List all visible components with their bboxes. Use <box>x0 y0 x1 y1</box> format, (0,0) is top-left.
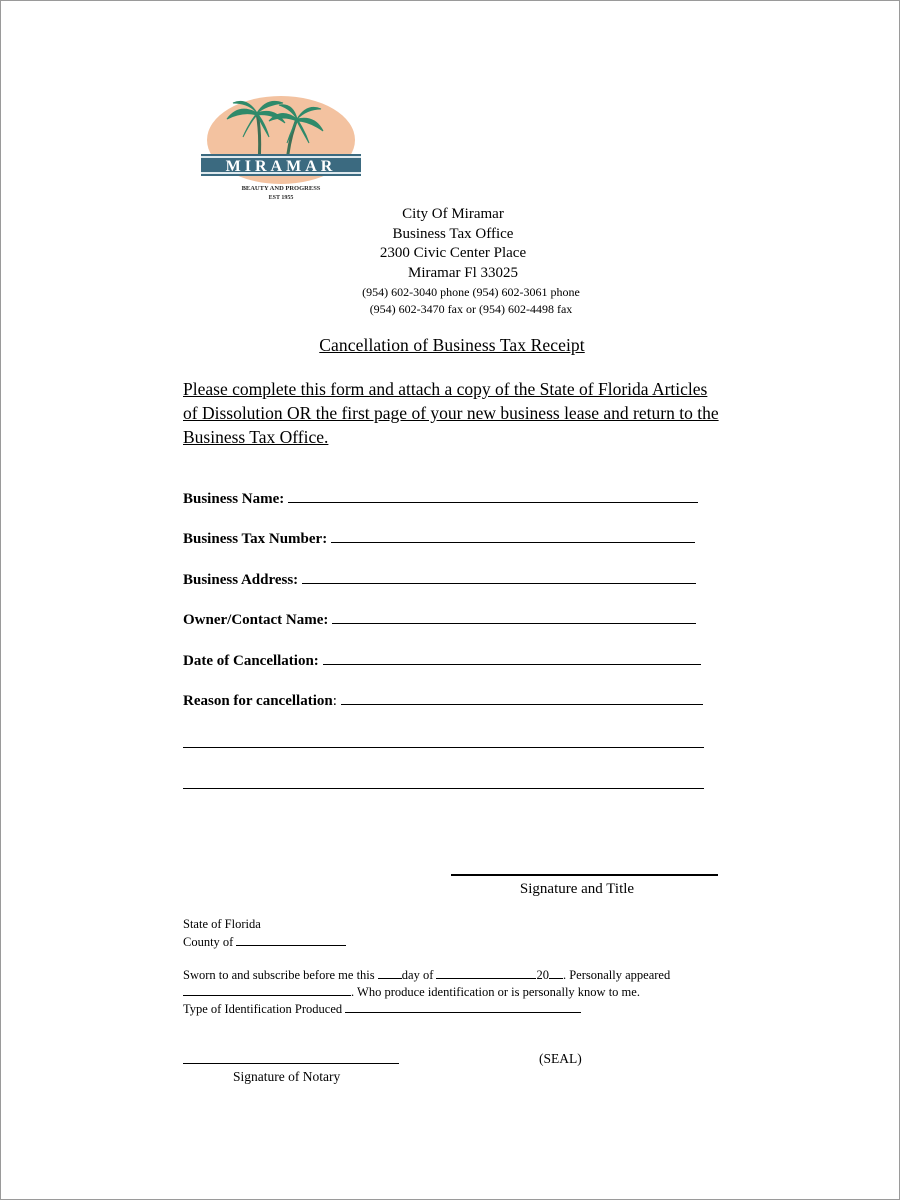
notary-sworn-prefix: Sworn to and subscribe before me this <box>183 968 375 982</box>
miramar-logo <box>197 93 365 205</box>
business-address-field <box>183 572 696 589</box>
office-faxes: (954) 602-3470 fax or (954) 602-4498 fax <box>369 302 573 316</box>
notary-appeared-name-input[interactable] <box>183 994 351 996</box>
form-instructions <box>183 377 743 449</box>
logo-established: EST 1955 <box>268 195 294 201</box>
notary-county-label: County of <box>183 935 234 949</box>
instructions-line-3: Business Tax Office. <box>183 427 329 447</box>
reason-for-cancellation-input[interactable] <box>341 703 703 705</box>
office-department: Business Tax Office <box>392 226 514 242</box>
reason-for-cancellation-label: Reason for cancellation <box>183 693 333 709</box>
office-phones: (954) 602-3040 phone (954) 602-3061 phone <box>362 285 580 299</box>
notary-year-input[interactable] <box>549 977 563 979</box>
notary-day-input[interactable] <box>378 977 402 979</box>
date-of-cancellation-label: Date of Cancellation: <box>183 653 319 669</box>
owner-contact-name-input[interactable] <box>332 622 696 624</box>
office-city-state-zip: Miramar Fl 33025 <box>408 265 518 281</box>
business-address-input[interactable] <box>302 582 696 584</box>
notary-sworn-row <box>183 967 670 984</box>
reason-continuation-line-1[interactable] <box>183 746 704 748</box>
notary-identification-row <box>183 984 640 1001</box>
reason-continuation-line-2[interactable] <box>183 787 704 789</box>
notary-signature-line[interactable] <box>183 1062 399 1064</box>
notary-year-prefix: 20 <box>536 968 549 982</box>
business-tax-number-input[interactable] <box>331 541 695 543</box>
business-name-input[interactable] <box>288 501 698 503</box>
notary-id-type-input[interactable] <box>345 1011 581 1013</box>
notary-county-input[interactable] <box>236 944 346 946</box>
office-street: 2300 Civic Center Place <box>379 245 527 261</box>
notary-id-type-row <box>183 1001 581 1018</box>
instructions-line-2: of Dissolution OR the first page of your new business lease and return to the <box>183 403 719 423</box>
signature-title-caption: Signature and Title <box>519 881 635 897</box>
business-tax-number-field <box>183 531 695 548</box>
notary-signature-caption: Signature of Notary <box>233 1069 341 1084</box>
owner-contact-name-label: Owner/Contact Name: <box>183 612 329 628</box>
form-title: Cancellation of Business Tax Receipt <box>319 335 585 355</box>
business-name-label: Business Name: <box>183 491 285 507</box>
signature-title-line[interactable] <box>451 874 718 876</box>
notary-seal: (SEAL) <box>539 1051 582 1066</box>
notary-day-label: day of <box>401 968 434 982</box>
date-of-cancellation-input[interactable] <box>323 663 701 665</box>
reason-colon: : <box>332 693 337 709</box>
logo-name: MIRAMAR <box>225 158 337 175</box>
notary-county-row <box>183 934 346 951</box>
notary-state: State of Florida <box>183 917 261 931</box>
logo-tagline: BEAUTY AND PROGRESS <box>241 185 321 192</box>
business-address-label: Business Address: <box>183 572 299 588</box>
notary-personally-appeared: . Personally appeared <box>562 968 671 982</box>
owner-contact-name-field <box>183 612 696 629</box>
instructions-line-1: Please complete this form and attach a copy of the State of Florida Articles <box>183 379 708 399</box>
reason-for-cancellation-field <box>183 693 703 710</box>
office-city: City Of Miramar <box>402 206 504 222</box>
business-tax-number-label: Business Tax Number: <box>183 531 328 547</box>
notary-identification-text: . Who produce identification or is personally know to me. <box>351 985 640 999</box>
business-name-field <box>183 491 698 508</box>
notary-month-input[interactable] <box>436 977 536 979</box>
notary-id-type-label: Type of Identification Produced <box>183 1002 343 1016</box>
date-of-cancellation-field <box>183 653 701 670</box>
